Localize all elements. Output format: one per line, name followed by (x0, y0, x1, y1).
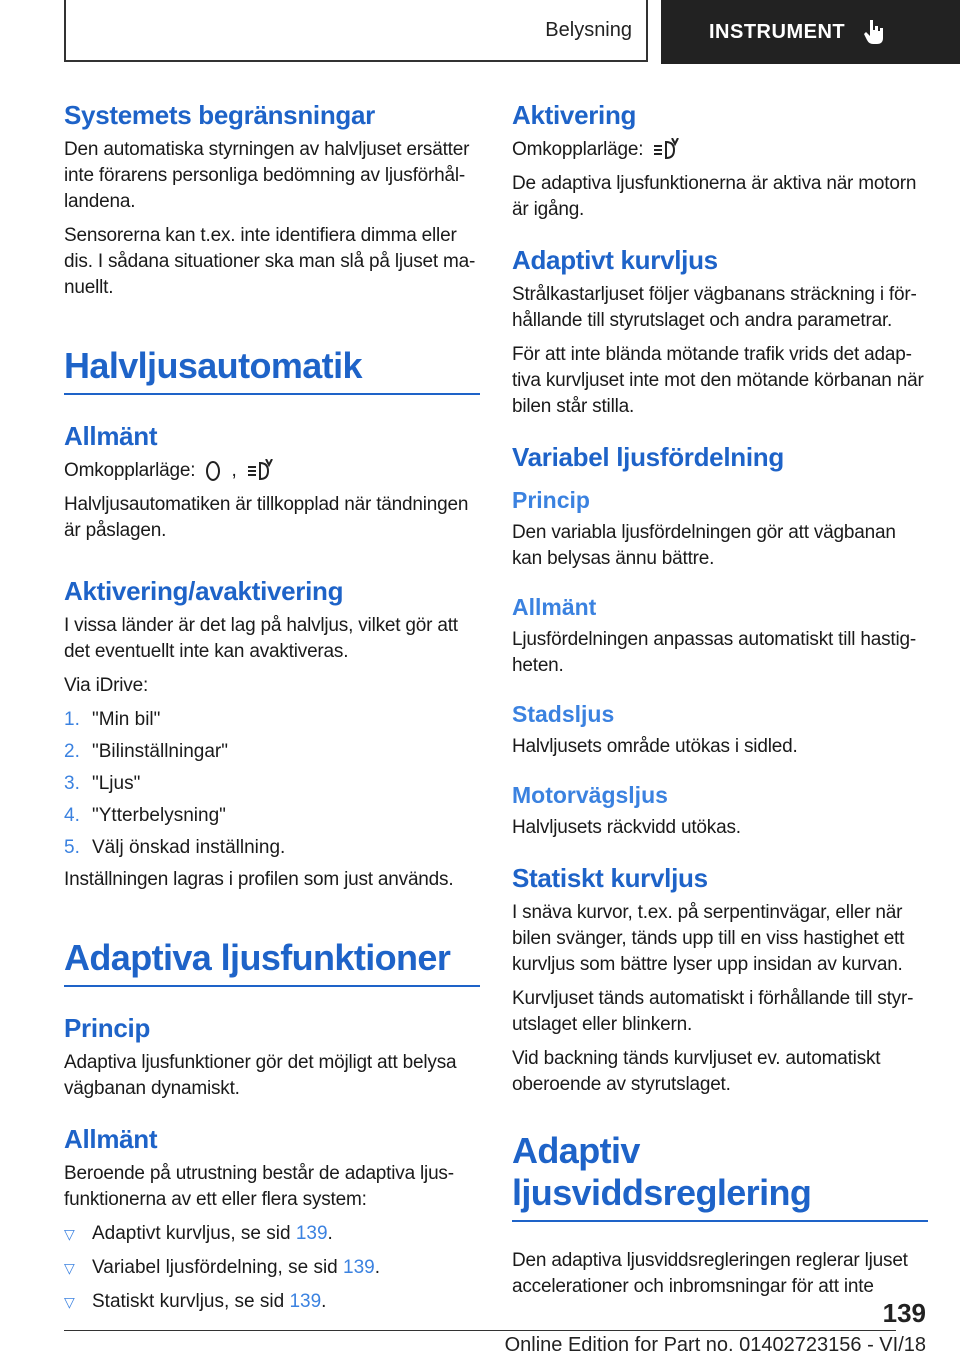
heading-adaptiva-ljusfunktioner: Adaptiva ljusfunktioner (64, 937, 480, 987)
paragraph: Halvljusets område utökas i sidled. (512, 736, 798, 757)
systems-list (64, 1221, 480, 1315)
paragraph: Via iDrive: (64, 675, 149, 696)
list-item: ▽ Variabel ljusfördelning, se sid 139. (64, 1255, 480, 1281)
paragraph: Inställningen lagras i profilen som just används. (64, 869, 454, 890)
idrive-steps-list (64, 707, 480, 861)
triangle-bullet-icon: ▽ (64, 1260, 75, 1276)
auto-light-icon (652, 138, 680, 162)
separator: , (231, 460, 237, 481)
heading-princip: Princip (64, 1013, 151, 1043)
heading-statiskt-kurvljus: Statiskt kurvljus (512, 863, 708, 893)
list-item: 5. Välj önskad inställning. (64, 837, 286, 858)
edition-footer: Online Edition for Part no. 01402723156 - VI/18 (504, 1334, 926, 1356)
heading-adaptiv-ljusviddsreglering: Adaptiv ljusviddsreglering (512, 1130, 928, 1222)
hand-pointer-icon (861, 18, 887, 46)
list-item: 3. "Ljus" (64, 773, 141, 794)
heading-aktivering-avaktivering: Aktivering/avaktivering (64, 576, 344, 606)
paragraph: Den automatiska styrningen av halvljuset ersätter inte förarens personliga bedömning av ljusförhål-landena. (64, 139, 470, 212)
list-item: 4. "Ytterbelysning" (64, 805, 226, 826)
switch-position-label: Omkopplarläge: (512, 139, 644, 160)
heading-allmant: Allmänt (512, 594, 597, 620)
triangle-bullet-icon: ▽ (64, 1226, 75, 1242)
paragraph: Ljusfördelningen anpassas automatiskt till hastig-heten. (512, 629, 917, 676)
heading-motorvagsljus: Motorvägsljus (512, 782, 668, 808)
list-item: ▽ Adaptivt kurvljus, se sid 139. (64, 1221, 480, 1247)
heading-adaptivt-kurvljus: Adaptivt kurvljus (512, 245, 718, 275)
paragraph: Halvljusets räckvidd utökas. (512, 817, 741, 838)
page-reference-link[interactable]: 139 (289, 1291, 322, 1312)
heading-aktivering: Aktivering (512, 100, 637, 130)
section-title: Belysning (545, 18, 632, 41)
heading-stadsljus: Stadsljus (512, 701, 615, 727)
paragraph: De adaptiva ljusfunktionerna är aktiva när motorn är igång. (512, 173, 917, 220)
page-reference-link[interactable]: 139 (343, 1257, 375, 1278)
paragraph: Halvljusautomatiken är tillkopplad när tändningen är påslagen. (64, 494, 469, 541)
heading-princip: Princip (512, 487, 590, 513)
page-reference-link[interactable]: 139 (295, 1223, 328, 1244)
paragraph: Beroende på utrustning består de adaptiva ljus-funktionerna av ett eller flera system: (64, 1163, 454, 1210)
chapter-title: INSTRUMENT (709, 20, 846, 43)
paragraph: I vissa länder är det lag på halvljus, vilket gör att det eventuellt inte kan avaktiveras. (64, 615, 458, 662)
heading-systemets-begransningar: Systemets begränsningar (64, 100, 375, 130)
paragraph: Den adaptiva ljusviddsregleringen reglerar ljuset accelerationer och inbromsningar för att inte (512, 1250, 908, 1297)
heading-halvljusautomatik: Halvljusautomatik (64, 345, 480, 395)
paragraph: I snäva kurvor, t.ex. på serpentinvägar, eller när bilen svänger, tänds upp till en viss hastighet ett kurvljus som bättre lyser upp insidan av kurvan. (512, 902, 905, 975)
page-number: 139 (882, 1298, 926, 1328)
paragraph: Adaptiva ljusfunktioner gör det möjligt att belysa vägbanan dynamiskt. (64, 1052, 457, 1099)
page-header (64, 0, 960, 64)
auto-light-icon (246, 459, 274, 483)
paragraph: Kurvljuset tänds automatiskt i förhållande till styr-utslaget eller blinkern. (512, 988, 914, 1035)
triangle-bullet-icon: ▽ (64, 1294, 75, 1310)
paragraph: Sensorerna kan t.ex. inte identifiera dimma eller dis. I sådana situationer ska man slå på ljuset ma-nuellt. (64, 225, 476, 298)
paragraph: Den variabla ljusfördelningen gör att vägbanan kan belysas ännu bättre. (512, 522, 896, 569)
switch-position-label: Omkopplarläge: (64, 460, 196, 481)
section-tab (64, 0, 648, 62)
right-column (512, 100, 928, 1308)
list-item: ▽ Statiskt kurvljus, se sid 139. (64, 1289, 480, 1315)
footer-divider (64, 1330, 896, 1331)
heading-variabel-ljusfordelning: Variabel ljusfördelning (512, 442, 784, 472)
heading-allmant-2: Allmänt (64, 1124, 158, 1154)
switch-off-icon (204, 460, 222, 482)
paragraph: För att inte blända mötande trafik vrids det adap-tiva kurvljuset inte mot den mötande körbanan när bilen står stilla. (512, 344, 924, 417)
paragraph: Strålkastarljuset följer vägbanans sträckning i för-hållande till styrutslaget och andra parametrar. (512, 284, 917, 331)
switch-position-line (512, 137, 928, 163)
chapter-tab (661, 0, 960, 64)
heading-allmant: Allmänt (64, 421, 158, 451)
left-column (64, 100, 480, 1323)
switch-position-line (64, 458, 480, 484)
list-item: 1. "Min bil" (64, 709, 161, 730)
paragraph: Vid backning tänds kurvljuset ev. automatiskt oberoende av styrutslaget. (512, 1048, 881, 1095)
list-item: 2. "Bilinställningar" (64, 741, 228, 762)
